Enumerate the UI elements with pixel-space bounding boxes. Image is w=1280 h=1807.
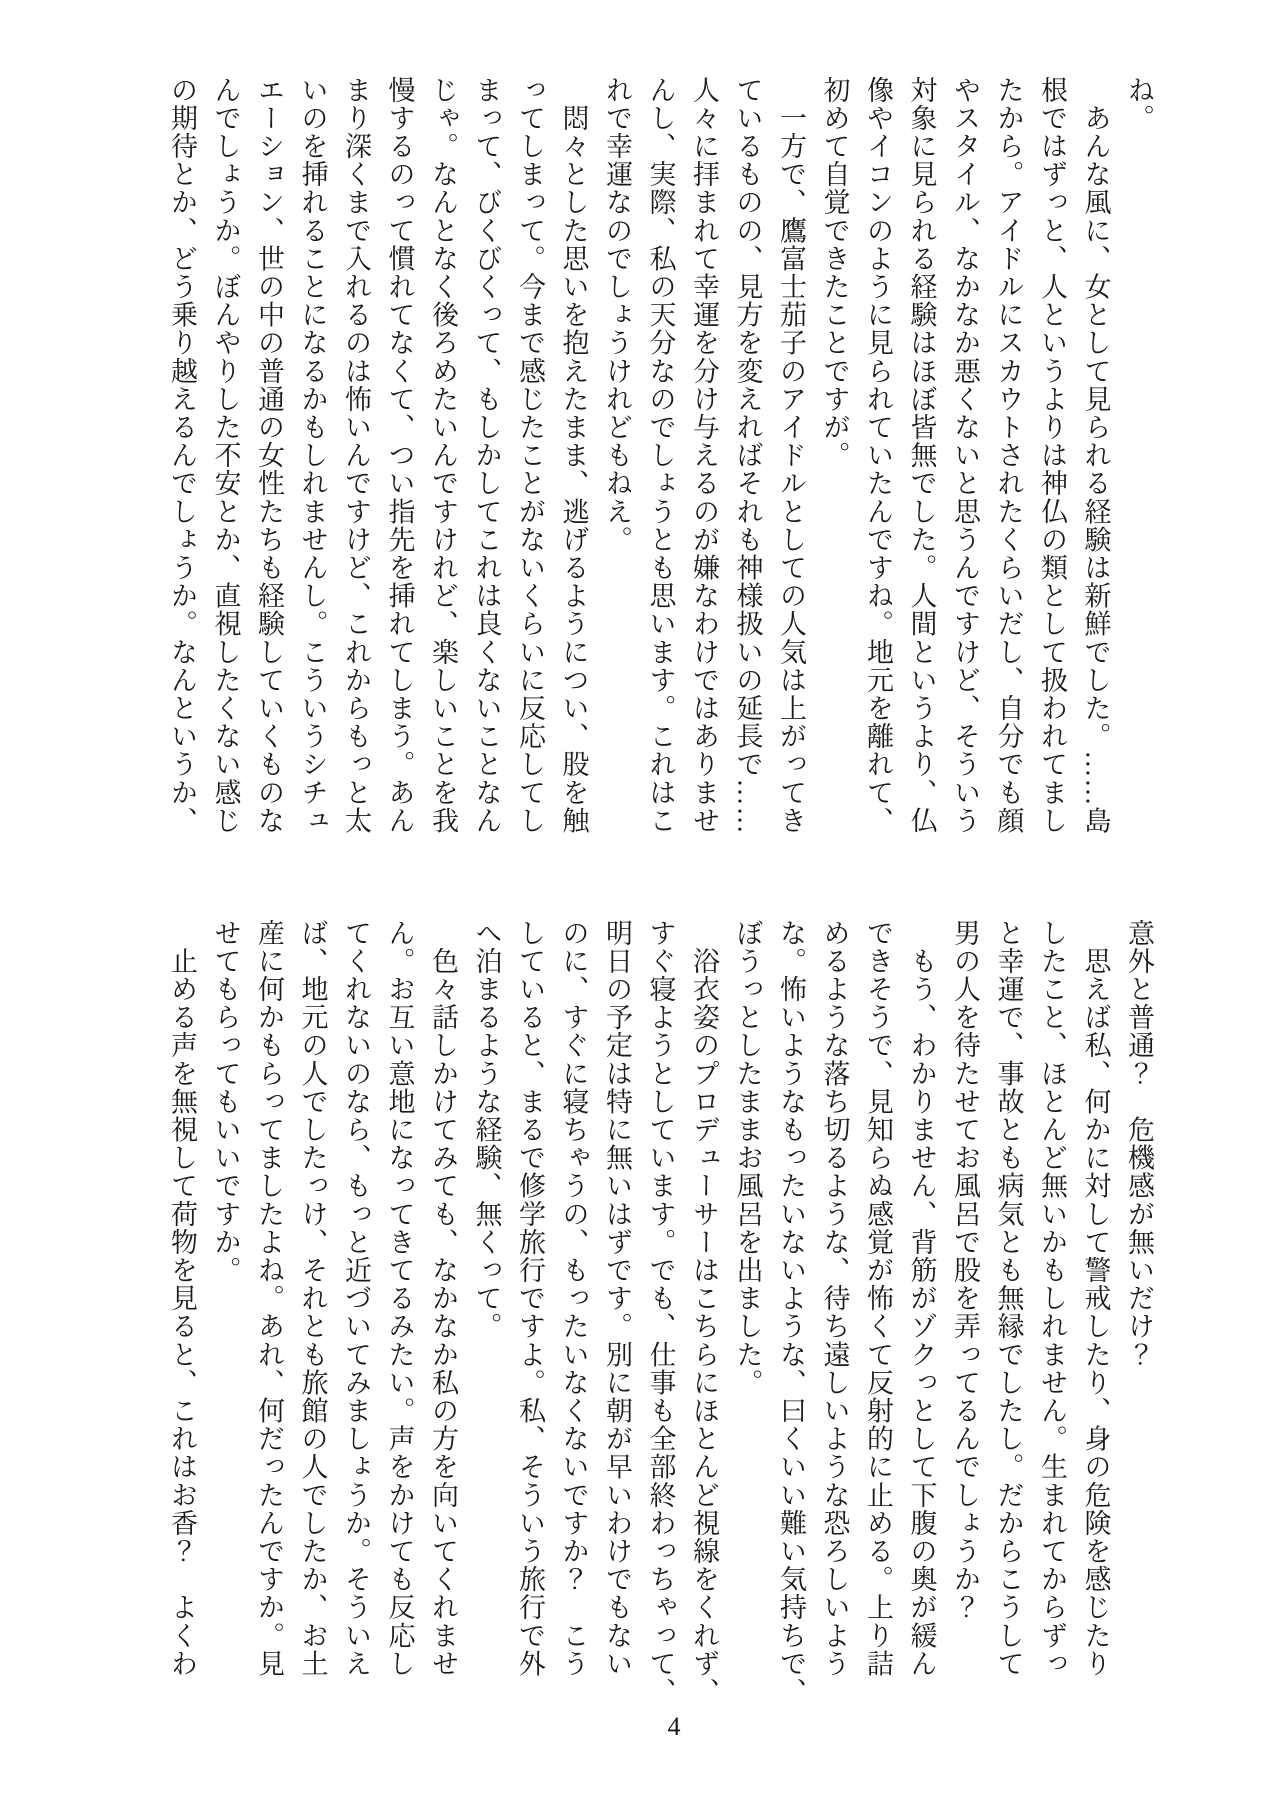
text-line: んし、実際、私の天分なのでしょうとも思います。これはこ (645, 76, 676, 835)
text-line: 慢するのって慣れてなくて、つい指先を挿れてしまう。あん (384, 76, 415, 835)
text-line: たから。アイドルにスカウトされたくらいだし、自分でも顔 (993, 76, 1024, 835)
text-line: 色々話しかけてみても、なかなか私の方を向いてくれませ (428, 919, 458, 1678)
text-line: な。怖いようなもったいないような、曰くいい難い気持ちで、 (776, 919, 806, 1706)
text-line: 明日の予定は特に無いはずです。別に朝が早いわけでもない (602, 919, 632, 1678)
text-line: したこと、ほとんど無いかもしれません。生まれてからずっ (1037, 919, 1067, 1678)
text-line: てくれないのなら、もっと近づいてみましょうか。そういえ (341, 919, 371, 1678)
text-line: れで幸運なのでしょうけれどもねえ。 (602, 76, 632, 554)
top-text-block (160, 76, 1161, 835)
text-line: 人々に拝まれて幸運を分け与えるのが嫌なわけではありませ (689, 76, 719, 835)
text-line: 像やイコンのように見られていたんですね。地元を離れて、 (863, 76, 893, 835)
text-line: すぐ寝ようとしています。でも、仕事も全部終わっちゃって、 (645, 919, 676, 1706)
text-line: やスタイル、なかなか悪くないと思うんですけど、そういう (950, 76, 980, 835)
text-line: ば、地元の人でしたっけ、それとも旅館の人でしたか、お土 (297, 919, 328, 1678)
text-line: 浴衣姿のプロデューサーはこちらにほとんど視線をくれず、 (689, 919, 719, 1706)
text-line: ぼうっとしたままお風呂を出ました。 (732, 919, 763, 1397)
text-line: のに、すぐに寝ちゃうの、もったいなくないですか？ こう (558, 919, 589, 1678)
text-line: の期待とか、どう乗り越えるんでしょうか。なんというか、 (167, 76, 197, 835)
text-line: していると、まるで修学旅行ですよ。私、そういう旅行で外 (515, 919, 545, 1678)
text-line: 対象に見られる経験はほぼ皆無でした。人間というより、仏 (906, 76, 937, 835)
text-line: 悶々とした思いを抱えたまま、逃げるようについ、股を触 (558, 76, 589, 835)
text-line: じゃ。なんとなく後ろめたいんですけれど、楽しいことを我 (428, 76, 458, 835)
page-number: 4 (667, 1712, 681, 1741)
text-line: ているものの、見方を変えればそれも神様扱いの延長で…… (732, 76, 763, 835)
text-line: 思えば私、何かに対して警戒したり、身の危険を感じたり (1080, 919, 1111, 1678)
text-line: んでしょうか。ぼんやりした不安とか、直視したくない感じ (210, 76, 241, 835)
text-line: エーション、世の中の普通の女性たちも経験していくものな (254, 76, 284, 835)
text-line: もう、わかりません、背筋がゾクっとして下腹の奥が緩ん (906, 919, 937, 1678)
text-line: めるような落ち切るような、待ち遠しいような恐ろしいよう (819, 919, 850, 1678)
text-line: できそうで、見知らぬ感覚が怖くて反射的に止める。上り詰 (863, 919, 893, 1678)
text-line: 産に何かもらってましたよね。あれ、何だったんですか。見 (254, 919, 284, 1678)
text-line: ん。お互い意地になってきてるみたい。声をかけても反応し (384, 919, 415, 1678)
text-line: まって、びくびくって、もしかしてこれは良くないことなん (471, 76, 502, 835)
text-line: 初めて自覚できたことですが。 (819, 76, 850, 470)
text-line: 根ではずっと、人というよりは神仏の類として扱われてまし (1037, 76, 1067, 835)
text-line: ね。 (1124, 76, 1154, 133)
text-line: 止める声を無視して荷物を見ると、これはお香？ よくわ (167, 919, 197, 1678)
text-line: 一方で、鷹富士茄子のアイドルとしての人気は上がってき (776, 76, 806, 835)
text-line: まり深くまで入れるのは怖いんですけど、これからもっと太 (341, 76, 371, 835)
text-line: 男の人を待たせてお風呂で股を弄ってるんでしょうか？ (950, 919, 980, 1622)
text-line: 意外と普通？ 危機感が無いだけ？ (1124, 919, 1154, 1369)
text-line: と幸運で、事故とも病気とも無縁でしたし。だからこうして (993, 919, 1024, 1678)
text-line: ってしまって。今まで感じたことがないくらいに反応してし (515, 76, 545, 835)
text-line: せてもらってもいいですか。 (210, 919, 241, 1285)
bottom-text-block (160, 919, 1161, 1706)
text-line: いのを挿れることになるかもしれませんし。こういうシチュ (297, 76, 328, 835)
text-line: あんな風に、女として見られる経験は新鮮でした。……島 (1080, 76, 1111, 835)
text-line: へ泊まるような経験、無くって。 (471, 919, 502, 1341)
